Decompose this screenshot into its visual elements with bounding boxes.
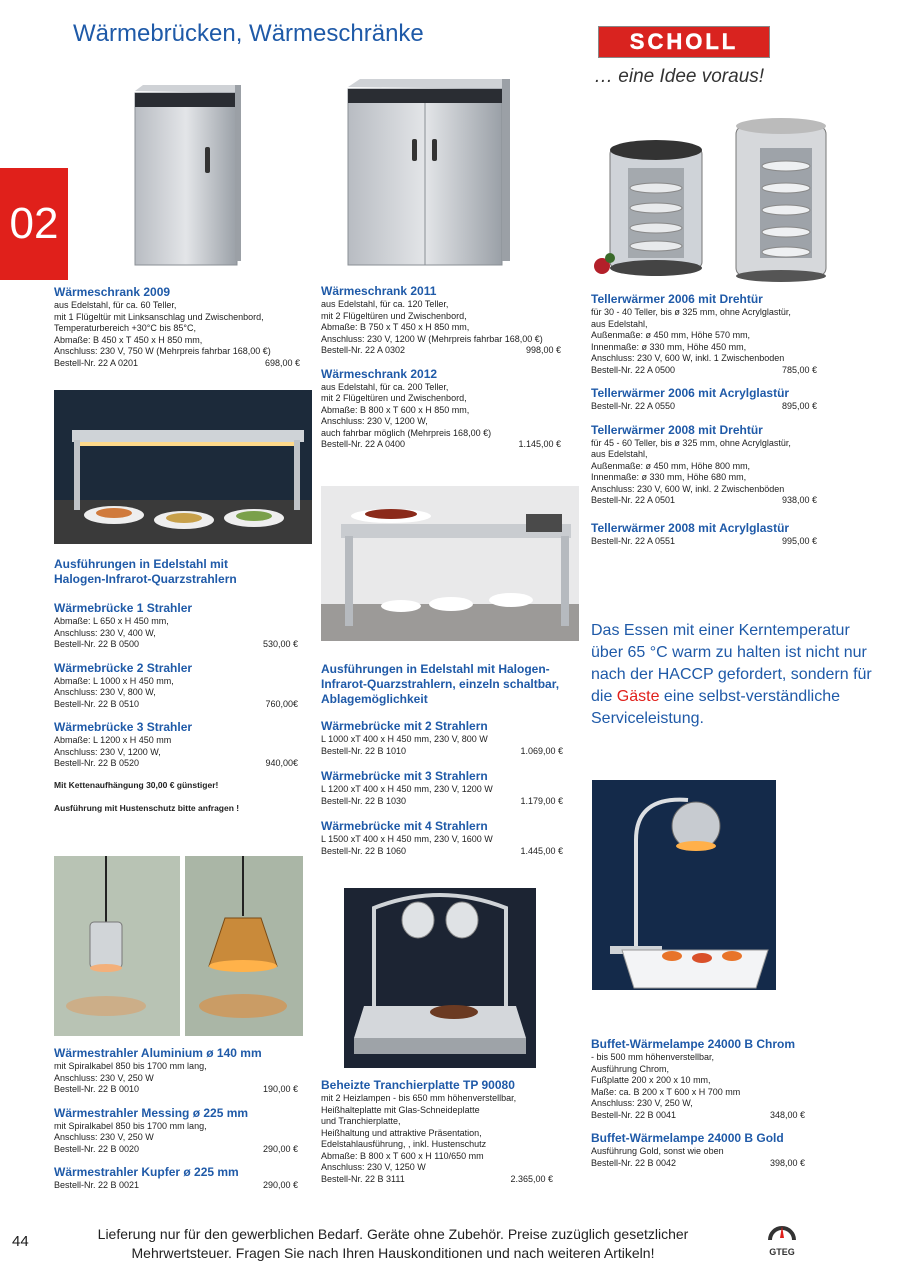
chain-note: Mit Kettenaufhängung 30,00 € günstiger!	[54, 779, 219, 790]
slogan: … eine Idee voraus!	[594, 66, 765, 87]
price: 398,00 €	[769, 1157, 805, 1168]
order-number: Bestell-Nr. 22 B 0520	[54, 758, 140, 768]
price: 2.365,00 €	[510, 1173, 553, 1184]
price: 290,00 €	[262, 1180, 298, 1190]
col1-lamps-block	[54, 1046, 298, 1192]
bwc-title: Buffet-Wärmelampe 24000 B Chrom	[591, 1037, 796, 1051]
wsal-title: Wärmestrahler Aluminium ø 140 mm	[54, 1046, 262, 1060]
price: 1.069,00 €	[520, 745, 563, 756]
spec-line: Innenmaße: ø 330 mm, Höhe 450 mm,	[591, 341, 747, 352]
spec-line: auch fahrbar möglich (Mehrpreis 168,00 €)	[321, 427, 492, 438]
tw2008-title: Tellerwärmer 2008 mit Drehtür	[591, 422, 763, 437]
brand-name: SCHOLL	[629, 29, 739, 54]
warmeschrank-2011-photo	[346, 79, 512, 267]
spec-line: Abmaße: B 450 x T 450 x H 850 mm,	[54, 334, 203, 345]
spec-line: aus Edelstahl,	[591, 318, 648, 329]
col1-halogen-block	[54, 557, 298, 815]
price: 995,00 €	[781, 535, 817, 546]
spec-line: Edelstahlausführung, , inkl. Hustenschutz	[321, 1139, 487, 1149]
spec-line: Fußplatte 200 x 200 x 10 mm,	[591, 1075, 711, 1085]
spec-line: für 30 - 40 Teller, bis ø 325 mm, ohne Acrylglastür,	[591, 307, 791, 317]
spec-line: - bis 500 mm höhenverstellbar,	[591, 1052, 715, 1062]
spec-line: Anschluss: 230 V, 250 W	[54, 1132, 154, 1142]
spec-line: Anschluss: 230 V, 750 W (Mehrpreis fahrbar 168,00 €)	[54, 346, 271, 356]
spec-line: mit 2 Flügeltüren und Zwischenbord,	[321, 393, 467, 403]
spec-line: mit 1 Flügeltür mit Linksanschlag und Zwischenbord,	[54, 311, 264, 322]
ws2011-title: Wärmeschrank 2011	[321, 284, 437, 298]
spec-line: Abmaße: B 800 x T 600 x H 850 mm,	[321, 404, 470, 415]
order-number: Bestell-Nr. 22 B 0010	[54, 1084, 140, 1094]
spec-line: L 1500 xT 400 x H 450 mm, 230 V, 1600 W	[321, 834, 493, 844]
price: 760,00€	[265, 698, 298, 709]
spec-line: Anschluss: 230 V, 250 W	[54, 1072, 154, 1083]
haccp-quote	[591, 620, 881, 730]
price: 698,00 €	[264, 357, 300, 368]
spec-line: mit Spiralkabel 850 bis 1700 mm lang,	[54, 1120, 207, 1131]
spec-line: aus Edelstahl, für ca. 200 Teller,	[321, 381, 449, 392]
spec-line: Anschluss: 230 V, 600 W, inkl. 1 Zwischenboden	[591, 353, 785, 363]
order-number: Bestell-Nr. 22 A 0550	[591, 401, 676, 411]
spec-line: Anschluss: 230 V, 800 W,	[54, 687, 156, 697]
col3-platewarmers-block	[591, 292, 817, 547]
spec-line: aus Edelstahl, für ca. 60 Teller,	[54, 300, 177, 310]
order-number: Bestell-Nr. 22 A 0500	[591, 364, 676, 375]
spec-line: für 45 - 60 Teller, bis ø 325 mm, ohne Acrylglastür,	[591, 437, 791, 448]
spec-line: aus Edelstahl, für ca. 120 Teller,	[321, 299, 449, 309]
quote-highlight: Gäste	[616, 688, 660, 705]
price: 290,00 €	[262, 1143, 298, 1154]
quote-text-end: eine selbst-verständliche Serviceleistung.	[591, 688, 841, 727]
order-number: Bestell-Nr. 22 B 0510	[54, 698, 140, 709]
spec-line: L 1200 xT 400 x H 450 mm, 230 V, 1200 W	[321, 784, 493, 794]
tw2006-title: Tellerwärmer 2006 mit Drehtür	[591, 292, 763, 306]
spec-line: Anschluss: 230 V, 400 W,	[54, 627, 156, 638]
price: 530,00 €	[262, 639, 298, 649]
buffet-waermelampe-photo	[592, 780, 776, 990]
ws2009-title: Wärmeschrank 2009	[54, 285, 171, 299]
waermebruecke-ablage-photo	[321, 486, 579, 641]
spec-line: Ausführung Chrom,	[591, 1063, 670, 1074]
order-number: Bestell-Nr. 22 A 0201	[54, 357, 139, 368]
wskp-title: Wärmestrahler Kupfer ø 225 mm	[54, 1165, 239, 1179]
wbm3-title: Wärmebrücke mit 3 Strahlern	[321, 769, 488, 783]
page-number: 44	[12, 1233, 29, 1250]
waermestrahler-messing-photo	[185, 856, 303, 1036]
col2-bridges-block	[321, 662, 563, 857]
spec-line: Abmaße: L 1200 x H 450 mm	[54, 735, 172, 745]
scholl-logo	[598, 26, 770, 58]
price: 190,00 €	[262, 1084, 298, 1094]
svg-text:GTEG: GTEG	[769, 1247, 795, 1257]
wbm2-title: Wärmebrücke mit 2 Strahlern	[321, 719, 488, 733]
waermebruecke-photo	[54, 390, 312, 544]
price: 785,00 €	[781, 364, 817, 375]
spec-line: Heißhaltung und attraktive Präsentation,	[321, 1127, 482, 1138]
section-tab: 02	[0, 168, 68, 280]
spec-line: Abmaße: L 650 x H 450 mm,	[54, 616, 169, 626]
tp-block	[321, 1078, 553, 1185]
spec-line: Anschluss: 230 V, 1250 W	[321, 1162, 426, 1172]
spec-line: Anschluss: 230 V, 1200 W (Mehrpreis fahrbar 168,00 €)	[321, 333, 543, 344]
order-number: Bestell-Nr. 22 B 1060	[321, 845, 407, 856]
gteg-logo	[762, 1218, 802, 1258]
spec-line: Außenmaße: ø 450 mm, Höhe 800 mm,	[591, 460, 751, 471]
order-number: Bestell-Nr. 22 B 0021	[54, 1180, 140, 1190]
spec-line: und Tranchierplatte,	[321, 1116, 401, 1126]
price: 348,00 €	[769, 1109, 805, 1120]
order-number: Bestell-Nr. 22 A 0400	[321, 439, 406, 449]
col3-buffetlamp-block	[591, 1037, 805, 1169]
spec-line: mit 2 Flügeltüren und Zwischenbord,	[321, 310, 467, 321]
order-number: Bestell-Nr. 22 B 0042	[591, 1157, 677, 1168]
tw2006a-title: Tellerwärmer 2006 mit Acrylglastür	[591, 386, 790, 400]
order-number: Bestell-Nr. 22 A 0551	[591, 535, 676, 546]
spec-line: mit 2 Heizlampen - bis 650 mm höhenverstellbar,	[321, 1093, 517, 1103]
spec-line: Anschluss: 230 V, 250 W,	[591, 1098, 693, 1108]
sneeze-guard-note: Ausführung mit Hustenschutz bitte anfragen !	[54, 803, 240, 813]
spec-line: aus Edelstahl,	[591, 449, 648, 459]
order-number: Bestell-Nr. 22 B 0020	[54, 1143, 140, 1154]
order-number: Bestell-Nr. 22 B 0041	[591, 1109, 677, 1120]
price: 938,00 €	[781, 495, 817, 505]
price: 1.145,00 €	[518, 439, 561, 449]
ws2009-block	[54, 285, 300, 369]
spec-line: Anschluss: 230 V, 1200 W,	[54, 746, 161, 757]
tellerwaermer-photo	[590, 118, 830, 283]
order-number: Bestell-Nr. 22 B 3111	[321, 1173, 405, 1184]
footer-note: Lieferung nur für den gewerblichen Bedarf. Geräte ohne Zubehör. Preise zuzüglich gesetzlicher Mehrwertsteuer. Fragen Sie nach Ihren Hauskonditionen und nach weiteren Artikeln!	[97, 1226, 689, 1261]
halogen-heading: Ausführungen in Edelstahl mit Halogen-Infrarot-Quarzstrahlern, einzeln schaltbar, Ablagemöglichkeit	[321, 662, 560, 706]
tp-title: Beheizte Tranchierplatte TP 90080	[321, 1078, 515, 1092]
spec-line: Temperaturbereich +30°C bis 85°C,	[54, 323, 197, 333]
price: 1.445,00 €	[520, 845, 563, 856]
col2-cabinets-block	[321, 284, 561, 451]
spec-line: Abmaße: L 1000 x H 450 mm,	[54, 675, 174, 686]
spec-line: Außenmaße: ø 450 mm, Höhe 570 mm,	[591, 330, 751, 340]
order-number: Bestell-Nr. 22 B 1010	[321, 745, 407, 756]
price: 895,00 €	[781, 401, 817, 411]
spec-line: Abmaße: B 800 x T 600 x H 110/650 mm	[321, 1150, 484, 1161]
spec-line: Ausführung Gold, sonst wie oben	[591, 1146, 724, 1156]
order-number: Bestell-Nr. 22 A 0302	[321, 345, 406, 355]
halogen-heading: Ausführungen in Edelstahl mit Halogen-Infrarot-Quarzstrahlern	[54, 557, 237, 586]
spec-line: Abmaße: B 750 x T 450 x H 850 mm,	[321, 322, 470, 332]
wsms-title: Wärmestrahler Messing ø 225 mm	[54, 1105, 249, 1120]
price: 940,00€	[265, 758, 298, 768]
tw2008a-title: Tellerwärmer 2008 mit Acrylglastür	[591, 520, 790, 535]
spec-line: L 1000 xT 400 x H 450 mm, 230 V, 800 W	[321, 734, 488, 744]
waermestrahler-aluminium-photo	[54, 856, 180, 1036]
spec-line: Anschluss: 230 V, 1200 W,	[321, 416, 428, 426]
order-number: Bestell-Nr. 22 B 1030	[321, 795, 407, 806]
page-title: Wärmebrücken, Wärmeschränke	[73, 20, 424, 47]
price: 998,00 €	[525, 345, 561, 355]
tranchierplatte-photo	[344, 888, 536, 1068]
warmeschrank-2009-photo	[133, 85, 243, 267]
quote-text: Das Essen mit einer Kerntemperatur über 65 °C warm zu halten ist nicht nur nach der HACCP gefordert, sondern für die	[591, 622, 872, 705]
spec-line: Innenmaße: ø 330 mm, Höhe 680 mm,	[591, 472, 747, 482]
ws2012-title: Wärmeschrank 2012	[321, 366, 438, 381]
wb2-title: Wärmebrücke 2 Strahler	[54, 660, 193, 675]
spec-line: mit Spiralkabel 850 bis 1700 mm lang,	[54, 1061, 207, 1071]
spec-line: Anschluss: 230 V, 600 W, inkl. 2 Zwischenböden	[591, 483, 785, 494]
wbm4-title: Wärmebrücke mit 4 Strahlern	[321, 819, 488, 833]
price: 1.179,00 €	[520, 795, 563, 806]
wb1-title: Wärmebrücke 1 Strahler	[54, 601, 193, 615]
bwg-title: Buffet-Wärmelampe 24000 B Gold	[591, 1131, 784, 1145]
spec-line: Maße: ca. B 200 x T 600 x H 700 mm	[591, 1086, 741, 1097]
order-number: Bestell-Nr. 22 A 0501	[591, 495, 676, 505]
spec-line: Heißhalteplatte mit Glas-Schneideplatte	[321, 1104, 480, 1115]
wb3-title: Wärmebrücke 3 Strahler	[54, 720, 193, 734]
order-number: Bestell-Nr. 22 B 0500	[54, 639, 140, 649]
